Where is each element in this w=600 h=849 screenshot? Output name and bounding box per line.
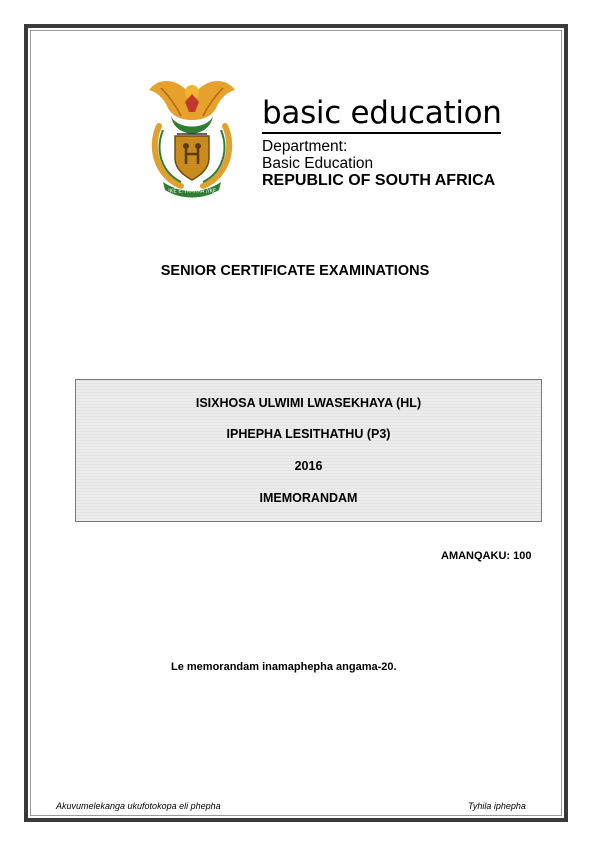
total-marks: AMANQAKU: 100 xyxy=(441,550,532,562)
department-name: Basic Education xyxy=(262,155,374,172)
document-type: IMEMORANDAM xyxy=(259,491,358,505)
paper-info-box xyxy=(75,379,542,522)
exam-year: 2016 xyxy=(294,459,323,473)
country-name: REPUBLIC OF SOUTH AFRICA xyxy=(262,172,496,189)
brand-underline xyxy=(262,132,501,134)
turn-page-note: Tyhila iphepha xyxy=(468,801,526,811)
copy-notice: Akuvumelekanga ukufotokopa eli phepha xyxy=(56,801,221,811)
department-label: Department: xyxy=(262,138,348,155)
emblem-motto: !KE E: /XARRA //KE xyxy=(167,188,217,195)
brand-name: basic education xyxy=(262,95,502,131)
subject-title: ISIXHOSA ULWIMI LWASEKHAYA (HL) xyxy=(195,396,422,410)
page-count-note: Le memorandam inamaphepha angama-20. xyxy=(171,661,397,673)
exam-title: SENIOR CERTIFICATE EXAMINATIONS xyxy=(160,263,430,279)
coat-of-arms-icon xyxy=(141,76,243,200)
paper-number: IPHEPHA LESITHATHU (P3) xyxy=(226,427,391,441)
